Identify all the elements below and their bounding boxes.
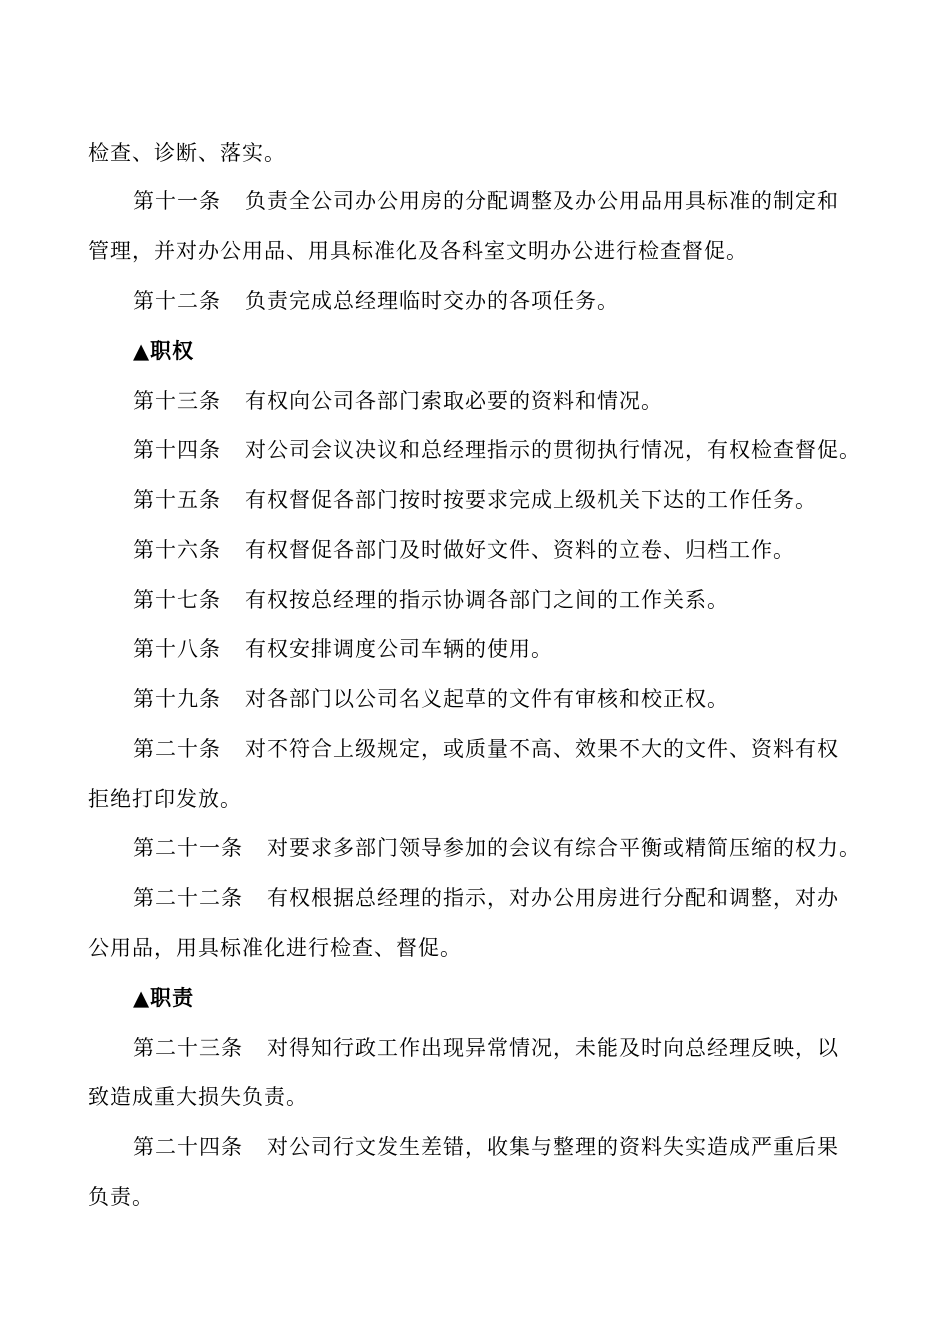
article-number: 第十六条 bbox=[133, 538, 221, 562]
article-23 bbox=[133, 1035, 839, 1061]
article-text: 有权根据总经理的指示，对办公用房进行分配和调整，对办 bbox=[267, 886, 839, 910]
body-text: 拒绝打印发放。 bbox=[88, 787, 242, 811]
article-24 bbox=[133, 1134, 839, 1160]
paragraph-line bbox=[88, 238, 748, 264]
article-number: 第二十三条 bbox=[133, 1036, 243, 1060]
article-number: 第十一条 bbox=[133, 189, 221, 213]
body-text: 管理，并对办公用品、用具标准化及各科室文明办公进行检查督促。 bbox=[88, 239, 748, 263]
article-11 bbox=[133, 188, 839, 214]
body-text: 公用品，用具标准化进行检查、督促。 bbox=[88, 936, 462, 960]
section-heading-powers: ▲职权 bbox=[133, 338, 195, 363]
paragraph-line bbox=[88, 140, 286, 166]
article-16 bbox=[133, 537, 795, 563]
article-22 bbox=[133, 885, 839, 911]
article-12 bbox=[133, 288, 619, 314]
article-number: 第十二条 bbox=[133, 289, 221, 313]
paragraph-line bbox=[88, 1084, 308, 1110]
paragraph-line bbox=[88, 786, 242, 812]
article-text: 对得知行政工作出现异常情况，未能及时向总经理反映，以 bbox=[267, 1036, 839, 1060]
article-20 bbox=[133, 736, 839, 762]
article-text: 对要求多部门领导参加的会议有综合平衡或精简压缩的权力。 bbox=[267, 836, 861, 860]
paragraph-line bbox=[88, 1184, 154, 1210]
article-15 bbox=[133, 487, 817, 513]
section-heading-duties: ▲职责 bbox=[133, 985, 195, 1010]
article-text: 对公司行文发生差错，收集与整理的资料失实造成严重后果 bbox=[267, 1135, 839, 1159]
article-text: 有权督促各部门按时按要求完成上级机关下达的工作任务。 bbox=[245, 488, 817, 512]
article-number: 第二十条 bbox=[133, 737, 221, 761]
article-text: 对不符合上级规定，或质量不高、效果不大的文件、资料有权 bbox=[245, 737, 839, 761]
article-text: 负责完成总经理临时交办的各项任务。 bbox=[245, 289, 619, 313]
paragraph-line bbox=[88, 935, 462, 961]
article-number: 第十七条 bbox=[133, 588, 221, 612]
article-13 bbox=[133, 388, 663, 414]
article-number: 第十四条 bbox=[133, 438, 221, 462]
article-number: 第二十一条 bbox=[133, 836, 243, 860]
body-text: 负责。 bbox=[88, 1185, 154, 1209]
article-text: 有权督促各部门及时做好文件、资料的立卷、归档工作。 bbox=[245, 538, 795, 562]
article-text: 有权安排调度公司车辆的使用。 bbox=[245, 637, 553, 661]
article-text: 对公司会议决议和总经理指示的贯彻执行情况，有权检查督促。 bbox=[245, 438, 861, 462]
article-number: 第二十四条 bbox=[133, 1135, 243, 1159]
article-text: 有权向公司各部门索取必要的资料和情况。 bbox=[245, 389, 663, 413]
article-19 bbox=[133, 686, 729, 712]
article-14 bbox=[133, 437, 861, 463]
article-number: 第十九条 bbox=[133, 687, 221, 711]
body-text: 检查、诊断、落实。 bbox=[88, 141, 286, 165]
article-number: 第二十二条 bbox=[133, 886, 243, 910]
article-number: 第十三条 bbox=[133, 389, 221, 413]
article-18 bbox=[133, 636, 553, 662]
article-text: 对各部门以公司名义起草的文件有审核和校正权。 bbox=[245, 687, 729, 711]
article-text: 有权按总经理的指示协调各部门之间的工作关系。 bbox=[245, 588, 729, 612]
body-text: 致造成重大损失负责。 bbox=[88, 1085, 308, 1109]
article-number: 第十八条 bbox=[133, 637, 221, 661]
article-21 bbox=[133, 835, 861, 861]
article-text: 负责全公司办公用房的分配调整及办公用品用具标准的制定和 bbox=[245, 189, 839, 213]
article-number: 第十五条 bbox=[133, 488, 221, 512]
article-17 bbox=[133, 587, 729, 613]
